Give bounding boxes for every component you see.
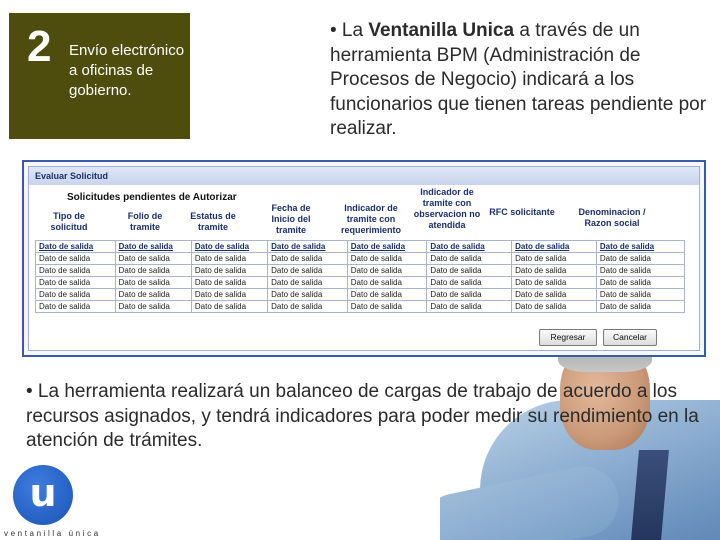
table-cell: Dato de salida [36, 277, 116, 289]
table-cell: Dato de salida [512, 265, 597, 277]
table-row[interactable] [36, 241, 685, 253]
regresar-button[interactable]: Regresar [539, 329, 597, 346]
table-cell: Dato de salida [115, 253, 191, 265]
table-cell: Dato de salida [512, 289, 597, 301]
col-header-estatus: Estatus de tramite [190, 211, 236, 232]
table-cell: Dato de salida [347, 241, 427, 253]
table-cell: Dato de salida [191, 253, 267, 265]
bullet-balanceo: • La herramienta realizará un balanceo de cargas de trabajo de acuerdo a los recursos asignados, y tendrá indicadores para poder medir su rendimiento en la atención de trámites. [26, 381, 699, 451]
bpm-window [28, 166, 700, 351]
window-title: Evaluar Solicitud [29, 167, 699, 185]
bpm-screenshot [22, 160, 706, 357]
col-header-requerimiento: Indicador de tramite con requerimiento [340, 203, 401, 235]
table-cell: Dato de salida [191, 301, 267, 313]
step-box [9, 13, 190, 139]
pending-requests-table [35, 240, 685, 313]
table-cell: Dato de salida [115, 289, 191, 301]
step-number: 2 [27, 22, 52, 71]
table-cell: Dato de salida [512, 301, 597, 313]
table-cell: Dato de salida [427, 241, 512, 253]
table-cell: Dato de salida [512, 253, 597, 265]
table-cell: Dato de salida [427, 301, 512, 313]
col-header-rfc: RFC solicitante [489, 207, 555, 217]
table-cell: Dato de salida [268, 301, 348, 313]
table-cell: Dato de salida [268, 253, 348, 265]
ventanilla-unica-logo [13, 465, 73, 525]
table-cell: Dato de salida [512, 241, 597, 253]
col-header-folio: Folio de tramite [127, 211, 163, 232]
table-cell: Dato de salida [191, 277, 267, 289]
table-cell: Dato de salida [115, 277, 191, 289]
table-cell: Dato de salida [115, 265, 191, 277]
bullet1-prefix: • La [330, 20, 369, 41]
table-cell: Dato de salida [427, 265, 512, 277]
table-cell: Dato de salida [347, 289, 427, 301]
pending-requests-heading: Solicitudes pendientes de Autorizar [67, 192, 237, 203]
table-cell: Dato de salida [596, 301, 684, 313]
table-cell: Dato de salida [268, 241, 348, 253]
table-cell: Dato de salida [36, 289, 116, 301]
table-cell: Dato de salida [36, 265, 116, 277]
table-cell: Dato de salida [191, 265, 267, 277]
table-cell: Dato de salida [596, 253, 684, 265]
table-row[interactable] [36, 253, 685, 265]
bullet-ventanilla [330, 19, 715, 142]
table-cell: Dato de salida [596, 265, 684, 277]
table-cell: Dato de salida [427, 277, 512, 289]
bullet1-bold: Ventanilla Unica [368, 20, 515, 41]
table-cell: Dato de salida [596, 289, 684, 301]
table-cell: Dato de salida [512, 277, 597, 289]
table-cell: Dato de salida [268, 289, 348, 301]
table-row[interactable] [36, 301, 685, 313]
table-cell: Dato de salida [191, 289, 267, 301]
table-cell: Dato de salida [427, 253, 512, 265]
table-cell: Dato de salida [347, 277, 427, 289]
col-header-tipo: Tipo de solicitud [50, 211, 88, 232]
col-header-observacion: Indicador de tramite con observacion no atendida [413, 187, 481, 230]
table-cell: Dato de salida [115, 301, 191, 313]
table-cell: Dato de salida [268, 265, 348, 277]
table-row[interactable] [36, 289, 685, 301]
bullet1-rest: a través de un herramienta BPM (Administración de Procesos de Negocio) indicará a los funcionarios que tienen tareas pendiente por realizar. [330, 20, 707, 139]
table-cell: Dato de salida [191, 241, 267, 253]
table-cell: Dato de salida [36, 253, 116, 265]
logo-mark: u [29, 471, 57, 515]
table-cell: Dato de salida [36, 301, 116, 313]
table-cell: Dato de salida [115, 241, 191, 253]
table-row[interactable] [36, 277, 685, 289]
col-header-fecha: Fecha de Inicio del tramite [271, 203, 311, 235]
table-cell: Dato de salida [347, 301, 427, 313]
table-cell: Dato de salida [347, 253, 427, 265]
table-cell: Dato de salida [268, 277, 348, 289]
logo-text: ventanilla única [4, 529, 101, 538]
table-cell: Dato de salida [427, 289, 512, 301]
table-cell: Dato de salida [36, 241, 116, 253]
table-row[interactable] [36, 265, 685, 277]
cancelar-button[interactable]: Cancelar [603, 329, 657, 346]
table-cell: Dato de salida [596, 277, 684, 289]
table-cell: Dato de salida [596, 241, 684, 253]
col-header-razon-social: Denominacion / Razon social [578, 207, 646, 228]
step-description: Envío electrónico a oficinas de gobierno. [69, 42, 185, 99]
table-cell: Dato de salida [347, 265, 427, 277]
